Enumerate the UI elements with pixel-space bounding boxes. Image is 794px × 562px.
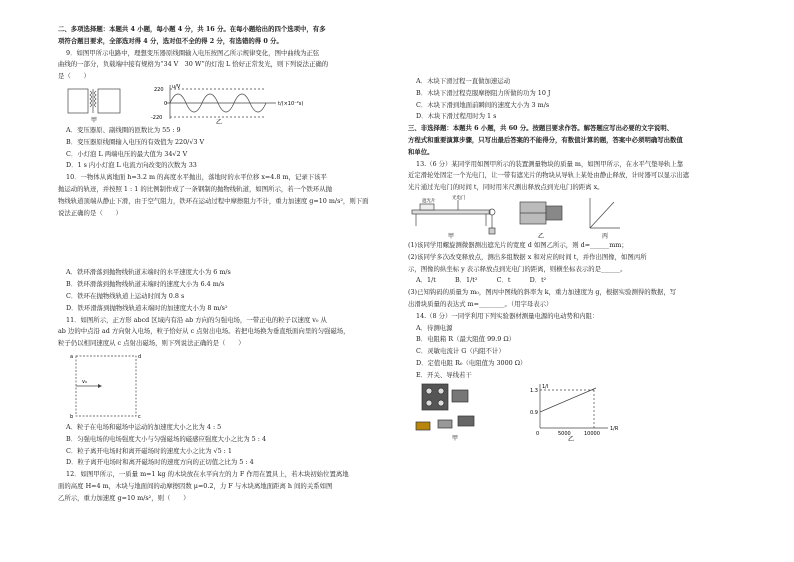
q12-stem-line1: 12．如图甲所示，一质量 m=1 kg 的木块放在水平向左的力 F 作用在置具上，若木块初始位置离地 <box>66 470 349 479</box>
q13-label-yi: 乙 <box>538 232 545 240</box>
q14-item-b: B．电阻箱 R（最大阻值 99.9 Ω） <box>416 335 516 344</box>
q11-option-b: B．匀强电场的电场强度大小与匀强磁场的磁感应强度大小之比为 5 : 4 <box>66 434 267 443</box>
q13-sub3-line2: 出滑块质量的表达式 m=________。（用字母表示） <box>408 299 553 308</box>
q9-stem-line3: 是（ ） <box>58 72 90 81</box>
q12-stem-line2: 面的高度 H=4 m，木块与地面间的动摩擦因数 μ=0.2，力 F 与木块离地面距离 h 间的关系如图 <box>58 481 333 490</box>
q11-option-d: D．粒子离开电场时和离开磁场时的速度方向的正切值之比为 5 : 4 <box>66 458 254 467</box>
q9-fig-tick-0: 0 <box>164 100 168 107</box>
q9-option-c: C．小灯泡 L 两端电压的最大值为 34√2 V <box>66 149 188 158</box>
q11-stem-line2: ab 边的中点沿 ad 方向射入电场，粒子恰好从 c 点射出电场。若把电场换为垂直纸面向里的匀强磁场， <box>58 327 350 336</box>
q14-fig-t5000: 5000 <box>558 430 571 437</box>
q13-sub2-options: A．1/t B．1/t² C．t D．t² <box>416 276 547 285</box>
q13-micrometer <box>520 202 562 224</box>
q11-option-c: C．粒子离开电场时和离开磁场时的速度大小之比为 √5 : 1 <box>66 446 232 455</box>
q13-sub2-line2: 示，图像的纵坐标 y 表示释放点到光电门的距离，则横坐标表示的是______。 <box>408 264 627 273</box>
section3-heading-line3: 和单位。 <box>408 147 434 156</box>
q10-stem-line2: 抛运动的轨迹，并按照 1 : 1 的比例制作成了一条钢制的抛物线轨道，如图所示，若一个铁环从抛 <box>58 184 333 193</box>
q9-fig-label-yi: 乙 <box>216 118 223 125</box>
q13-stem-line1: 13.（6 分）某同学用如图甲所示的装置测量物块的质量 m，如图甲所示，在水平气垫导轨上靠 <box>416 159 684 168</box>
transformer-circuit <box>68 89 120 113</box>
q9-fig-tick-220: 220 <box>154 86 164 93</box>
section2-heading-line1: 二、多项选择题：本题共 4 小题，每小题 4 分，共 16 分。在每小题给出的四个选项中，有多 <box>58 25 326 33</box>
q11-option-a: A．粒子在电场和磁场中运动的加速度大小之比为 4 : 5 <box>66 422 222 431</box>
section3-heading-line1: 三、非选择题：本题共 6 小题，共 60 分。按题目要求作答。解答题应写出必要的文字说明、 <box>408 124 674 133</box>
q11-stem-line3: 粒子仍以相同速度从 c 点射出磁场，则下列说法正确的是（ ） <box>58 339 245 348</box>
q14-fig-xlabel: 1/R <box>610 425 619 432</box>
q12-stem-line3: 乙所示，重力加速度 g=10 m/s²，则（ ） <box>58 493 190 502</box>
left-column <box>58 24 388 505</box>
q14-fig-y2: 0.9 <box>530 409 538 416</box>
q13-sub1: (1)该同学用螺旋测微器测出遮光片的宽度 d 如图乙所示，则 d=______mm； <box>408 240 628 249</box>
q10-figure-space <box>58 219 388 267</box>
q9-stem-line2: 曲线的一部分，负载端中接有规格为“34 V 30 W”的灯泡 L 恰好正常发光，则下列说法正确的 <box>58 60 329 69</box>
section3-heading-line2: 方程式和重要演算步骤，只写出最后答案的不能得分，有数值计算的题，答案中必须明确写出数值 <box>408 135 683 144</box>
q11-label-c: c <box>138 413 141 420</box>
q9-stem-line1: 9．如图甲所示电路中，理想变压器原线圈输入电压按图乙所示规律变化，图中曲线为正弦 <box>66 48 320 57</box>
q13-air-track <box>412 200 495 234</box>
q13-label-jia: 甲 <box>448 232 455 240</box>
q13-stem-line3: 光片通过光电门的时间 t，同时用米尺测出释放点到光电门的距离 x。 <box>408 183 604 192</box>
q12-option-b: B．木块下滑过程克服摩擦阻力所做的功为 10 J <box>416 88 551 97</box>
q13-apparatus-diagram <box>408 194 744 240</box>
q14-galvanometer <box>452 390 468 402</box>
q11-label-d: d <box>138 353 142 360</box>
q10-stem-line1: 10．一物体从离地面 h=3.2 m 的高度水平抛出，落地时的水平位移 x=4.8 m，记录下该平 <box>66 173 327 182</box>
q9-option-a: A．变压器原、副线圈的匝数比为 55 : 9 <box>66 125 181 134</box>
q14-fig-t10000: 10000 <box>584 430 600 437</box>
q9-option-d: D．1 s 内小灯泡 L 电流方向改变的次数为 33 <box>66 161 197 170</box>
q14-graph <box>540 384 608 428</box>
q11-label-b: b <box>70 413 74 420</box>
q13-stem-line2: 近定滑轮处固定一个光电门，让一带有遮光片的物块从导轨上某处由静止释放，计时器可以显示出遮 <box>408 171 690 180</box>
q13-sub2-line1: (2)该同学多次改变释放点，测出多组数据 x 和对应的时间 t，并作出图像，如图丙所 <box>408 252 647 261</box>
q11-square-diagram <box>58 350 388 422</box>
q14-resistance-box <box>422 384 448 410</box>
q14-fig-y1: 1.3 <box>530 387 538 394</box>
q13-label-gate: 光电门 <box>452 195 466 201</box>
q10-option-b: B．铁环滑落到抛物线轨道末端时的速度大小为 6.4 m/s <box>66 280 225 289</box>
q10-option-d: D．铁环滑落到抛物线轨道末端时的加速度大小为 8 m/s² <box>66 303 228 312</box>
q14-item-d: D．定值电阻 R₀（电阻值为 3000 Ω） <box>416 358 527 367</box>
q12-option-d: D．木块下滑过程用时为 1 s <box>416 112 497 121</box>
q13-label-bing: 丙 <box>602 232 609 240</box>
q9-figure <box>58 83 388 125</box>
q14-battery <box>416 416 474 430</box>
q14-equipment-and-graph <box>408 382 744 442</box>
q11-label-v0: v₀ <box>82 378 87 385</box>
q9-fig-unit: t/(×10⁻²s) <box>278 100 304 107</box>
q14-item-c: C．灵敏电流计 G（内阻不计） <box>416 347 505 356</box>
q14-item-a: A．待测电源 <box>416 323 453 332</box>
q9-waveform <box>166 85 276 119</box>
q10-stem-line3: 物线轨道顶端从静止下滑，由于空气阻力，铁环在运动过程中摩擦阻力不计，重力加速度 g=10 m/s²，则下面 <box>58 196 369 205</box>
q9-fig-label-jia: 甲 <box>91 116 98 124</box>
q12-option-c: C．木块下滑到地面前瞬间的速度大小为 3 m/s <box>416 100 550 109</box>
q9-circuit-and-waveform <box>58 83 388 125</box>
q12-option-a: A．木块下滑过程一直做加速运动 <box>416 77 511 85</box>
q14-fig-t0: 0 <box>536 430 540 437</box>
q13-label-block: 遮光片 <box>422 198 436 204</box>
q13-graph <box>590 198 620 228</box>
q13-figure <box>408 194 744 240</box>
q14-item-e: E．开关、导线若干 <box>416 370 472 379</box>
q13-sub3-line1: (3)已知钩码的质量为 m₀，图丙中图线的斜率为 k，重力加速度为 g，根据实验测得的数据，写 <box>408 288 677 297</box>
q9-fig-ylabel: u/V <box>172 83 181 90</box>
q14-stem: 14.（8 分）一同学利用下列实验器材测量电源的电动势和内阻： <box>416 311 599 320</box>
q11-figure <box>58 350 388 422</box>
section2-heading-line2: 项符合题目要求，全部选对得 4 分，选对但不全的得 2 分，有选错的得 0 分。 <box>58 36 283 45</box>
q10-option-a: A．铁环滑落到抛物线轨道末端时的水平速度大小为 6 m/s <box>66 268 231 277</box>
q11-label-a: a <box>70 353 74 360</box>
q14-figure <box>408 382 744 442</box>
q14-fig-ylabel: 1/I <box>542 383 549 390</box>
q11-stem-line1: 11．如图所示，正方形 abcd 区域内有沿 ab 方向的匀强电场，一带正电的粒子以速度 v₀ 从 <box>66 315 327 324</box>
q9-option-b: B．变压器原线圈输入电压的有效值为 220/√3 V <box>66 137 205 146</box>
q10-option-c: C．铁环在抛物线轨道上运动时间为 0.8 s <box>66 291 185 300</box>
q9-fig-tick-neg220: -220 <box>151 114 163 121</box>
q10-stem-line4: 说法正确的是（ ） <box>58 208 122 217</box>
q14-label-yi: 乙 <box>568 435 575 442</box>
right-column <box>408 76 744 442</box>
q14-label-jia: 甲 <box>452 434 459 442</box>
